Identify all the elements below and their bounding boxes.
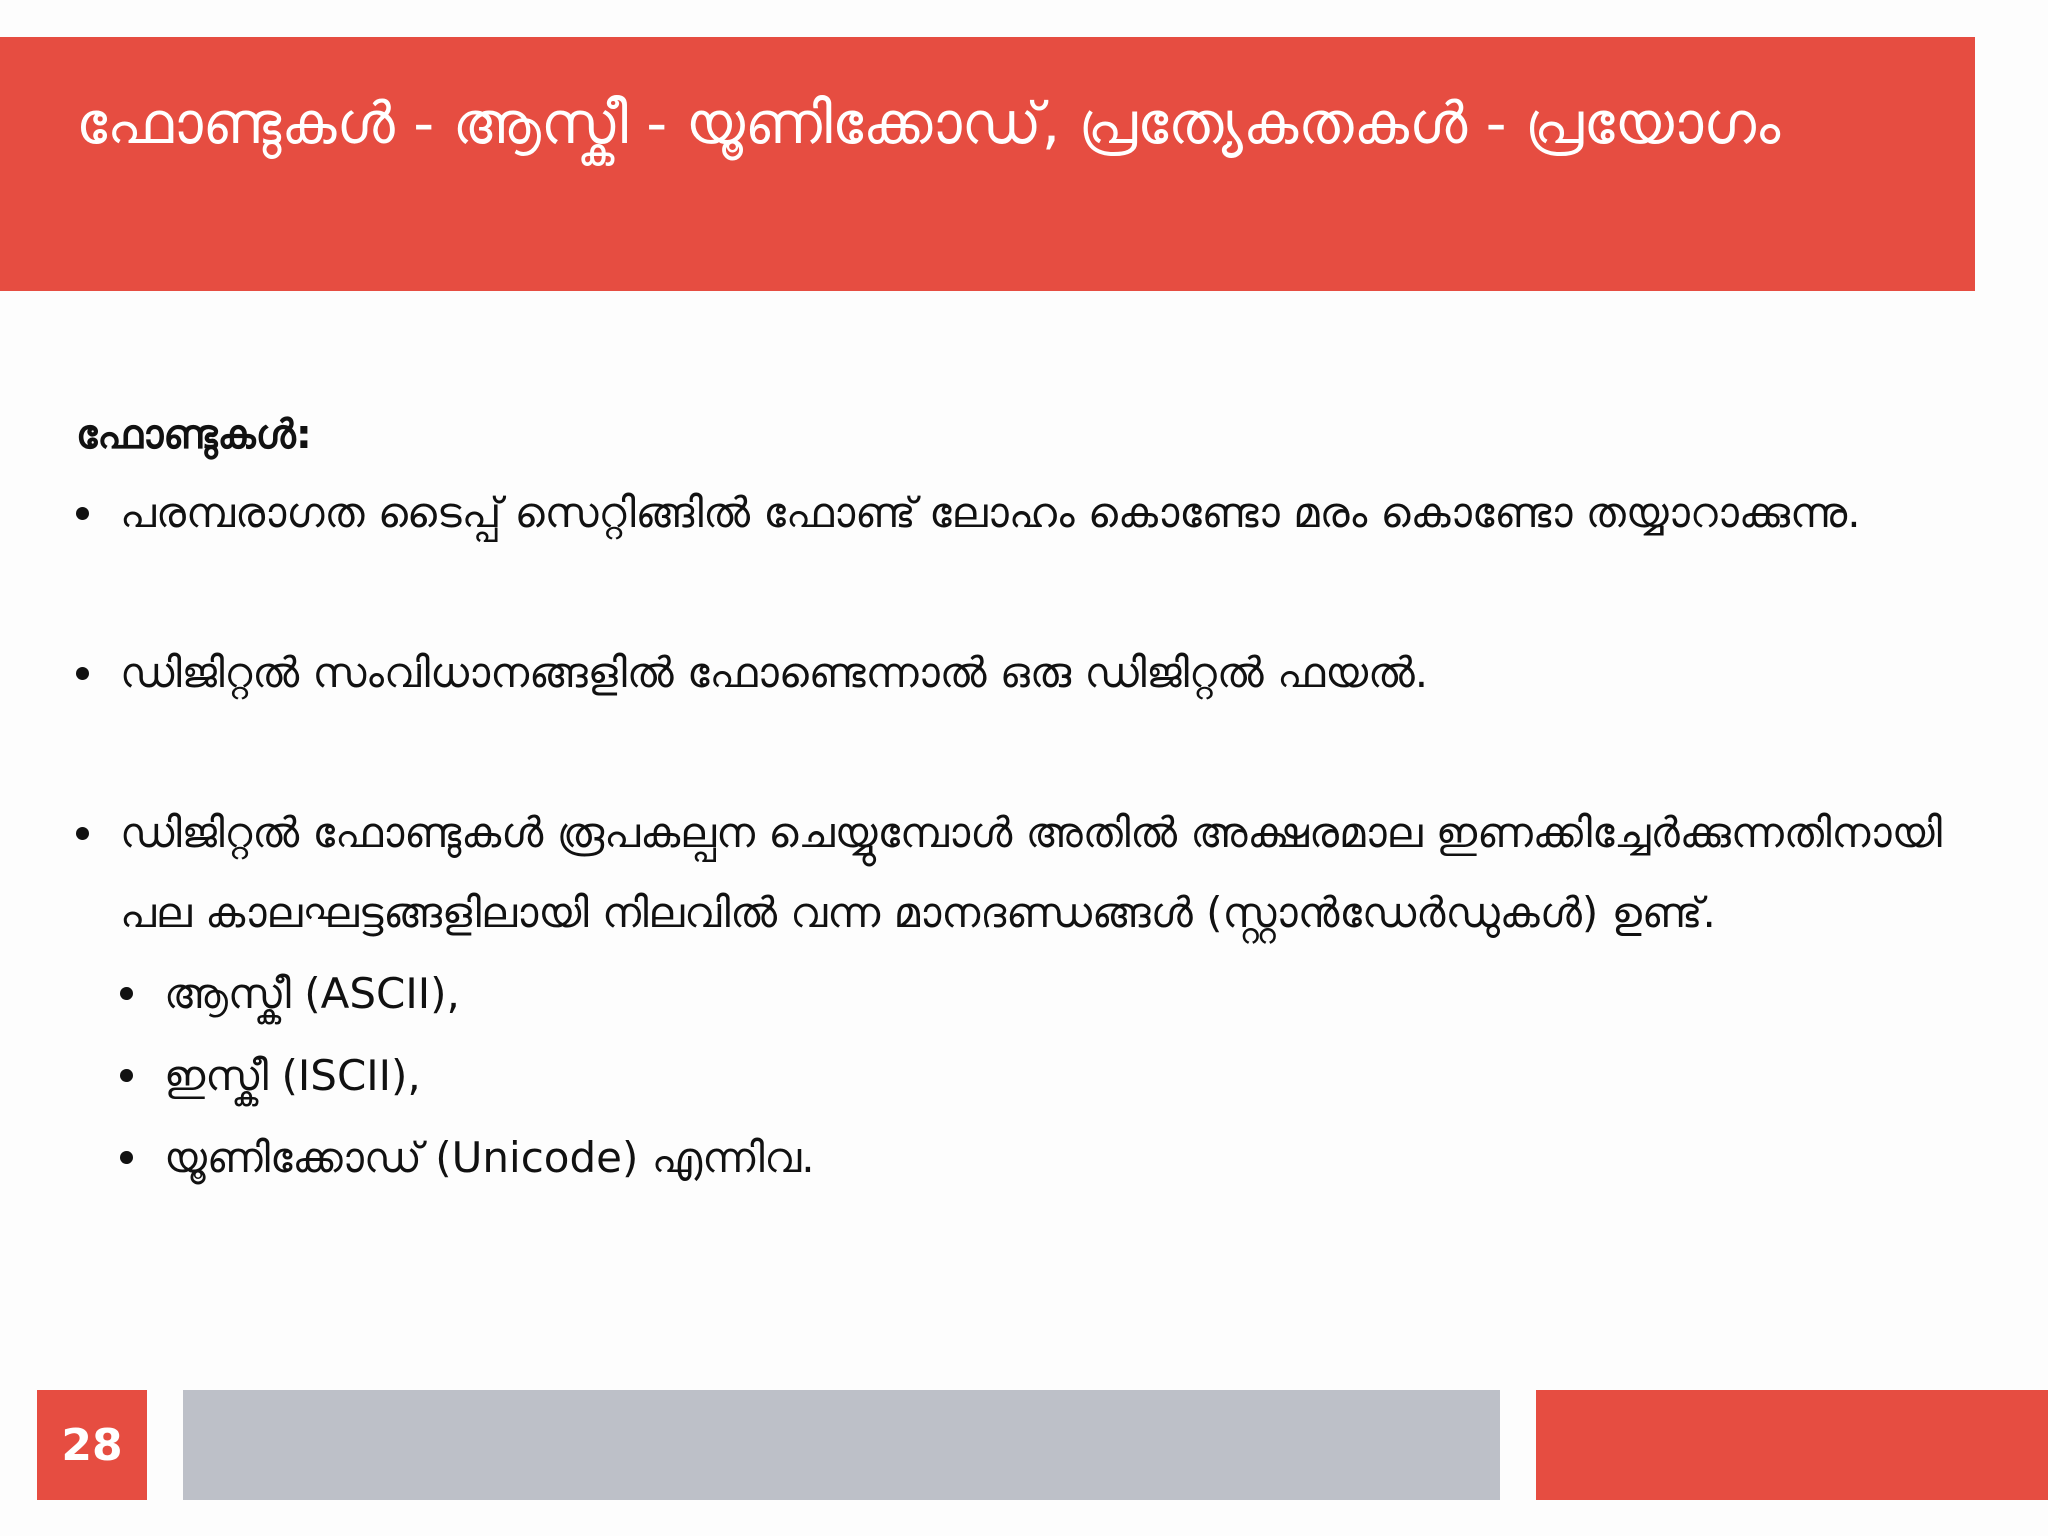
bullet-dot-icon (120, 987, 133, 1000)
bullet-item-standards (76, 793, 1976, 1199)
bullet-dot-icon (76, 827, 89, 840)
sub-bullet-text: യൂണിക്കോഡ് (Unicode) എന്നിവ. (164, 1133, 815, 1182)
title-bar (0, 37, 1975, 291)
page-number: 28 (61, 1419, 123, 1471)
sub-bullet-iscii (120, 1035, 1976, 1117)
sub-bullet-text: ആസ്കീ (ASCII), (164, 969, 460, 1018)
bullet-dot-icon (120, 1151, 133, 1164)
slide-content (76, 405, 1976, 1199)
bullet-item-traditional-fonts (76, 473, 1976, 553)
section-heading: ഫോണ്ടുകൾ: (76, 412, 312, 458)
sub-bullet-text: ഇസ്കീ (ISCII), (164, 1051, 421, 1100)
bullet-text: ഡിജിറ്റൽ ഫോണ്ടുകൾ രൂപകല്പന ചെയ്യുമ്പോൾ അതിൽ അക്ഷരമാല ഇണക്കിച്ചേർക്കുന്നതിനായി പല കാലഘട്ടങ്ങളിലായി നിലവിൽ വന്ന മാനദണ്ഡങ്ങൾ (സ്റ്റാൻഡേർഡുകൾ) ഉണ്ട്. (120, 808, 1942, 937)
bullet-text: ഡിജിറ്റൽ സംവിധാനങ്ങളിൽ ഫോണ്ടെന്നാൽ ഒരു ഡിജിറ്റൽ ഫയൽ. (120, 648, 1429, 697)
page-number-badge (37, 1390, 147, 1500)
sub-bullet-unicode (120, 1117, 1976, 1199)
footer-accent-bar (1536, 1390, 2048, 1500)
bullet-item-digital-fonts (76, 633, 1976, 713)
footer-gray-bar (183, 1390, 1500, 1500)
bullet-dot-icon (120, 1069, 133, 1082)
slide-title: ഫോണ്ടുകൾ - ആസ്കീ - യൂണിക്കോഡ്, പ്രത്യേകതകൾ - പ്രയോഗം (76, 89, 1781, 157)
bullet-list (76, 473, 1976, 1199)
sub-bullet-ascii (120, 953, 1976, 1035)
bullet-dot-icon (76, 667, 89, 680)
bullet-text: പരമ്പരാഗത ടൈപ്പ് സെറ്റിങ്ങിൽ ഫോണ്ട് ലോഹം കൊണ്ടോ മരം കൊണ്ടോ തയ്യാറാക്കുന്നു. (120, 488, 1861, 537)
bullet-dot-icon (76, 507, 89, 520)
sub-bullet-list (120, 953, 1976, 1199)
